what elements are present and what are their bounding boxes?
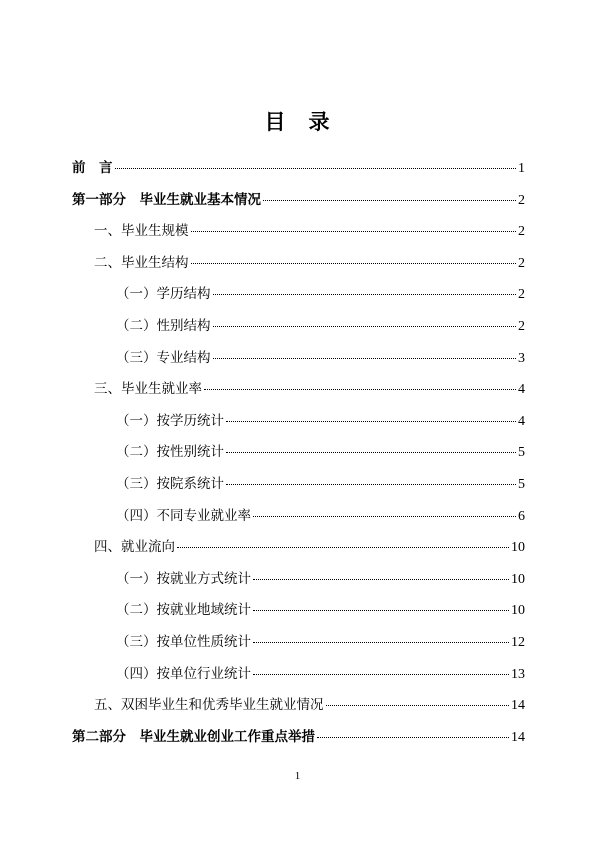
toc-entry-page: 2 <box>518 255 525 271</box>
toc-dot-leader <box>213 326 517 327</box>
toc-dot-leader <box>253 674 509 675</box>
toc-entry[interactable] <box>72 379 525 411</box>
toc-entry[interactable] <box>72 632 525 664</box>
toc-entry-label: （一）按学历统计 <box>116 412 224 429</box>
toc-entry[interactable] <box>72 284 525 316</box>
toc-entry-page: 4 <box>518 413 525 429</box>
toc-entry-page: 1 <box>518 161 525 176</box>
toc-entry-label: 第二部分 毕业生就业创业工作重点举措 <box>72 728 315 745</box>
toc-entry[interactable] <box>72 727 525 759</box>
toc-entry-page: 10 <box>511 603 525 619</box>
toc-dot-leader <box>326 705 510 706</box>
toc-entry-label: （一）学历结构 <box>116 286 211 303</box>
toc-entry-label: （四）不同专业就业率 <box>116 507 251 524</box>
toc-dot-leader <box>263 200 516 201</box>
toc-dot-leader <box>226 452 516 453</box>
toc-entry-label: 一、毕业生规模 <box>94 223 189 240</box>
toc-dot-leader <box>213 358 517 359</box>
toc-entry-page: 2 <box>518 224 525 240</box>
toc-dot-leader <box>177 547 509 548</box>
toc-entry-label: 前 言 <box>72 160 113 176</box>
toc-entry-page: 5 <box>518 476 525 492</box>
toc-entry-label: （二）按就业地域统计 <box>116 602 251 619</box>
toc-entry-label: （三）按院系统计 <box>116 475 224 492</box>
toc-entry-page: 2 <box>518 318 525 334</box>
toc-entry[interactable] <box>72 442 525 474</box>
toc-entry-label: （四）按单位行业统计 <box>116 665 251 682</box>
toc-entry-page: 2 <box>518 287 525 303</box>
toc-dot-leader <box>253 516 516 517</box>
toc-entry[interactable] <box>72 474 525 506</box>
toc-dot-leader <box>213 294 517 295</box>
toc-entry-label: 二、毕业生结构 <box>94 254 189 271</box>
toc-entry[interactable] <box>72 253 525 285</box>
toc-entry[interactable] <box>72 569 525 601</box>
toc-entry-page: 2 <box>518 192 525 208</box>
toc-entry[interactable] <box>72 158 525 190</box>
toc-entry-label: （一）按就业方式统计 <box>116 570 251 587</box>
toc-list <box>72 158 525 758</box>
toc-entry[interactable] <box>72 506 525 538</box>
toc-entry-page: 13 <box>511 666 525 682</box>
toc-entry-page: 14 <box>511 729 525 745</box>
toc-entry-page: 4 <box>518 382 525 398</box>
toc-dot-leader <box>317 737 509 738</box>
toc-entry-label: （二）按性别统计 <box>116 444 224 461</box>
toc-dot-leader <box>191 231 517 232</box>
toc-dot-leader <box>226 484 516 485</box>
toc-entry[interactable] <box>72 348 525 380</box>
toc-dot-leader <box>253 579 509 580</box>
toc-entry-label: （三）专业结构 <box>116 349 211 366</box>
toc-entry-page: 14 <box>511 698 525 714</box>
toc-entry[interactable] <box>72 537 525 569</box>
footer-page-number: 1 <box>294 770 301 782</box>
toc-entry-label: （二）性别结构 <box>116 317 211 334</box>
toc-entry[interactable] <box>72 221 525 253</box>
toc-dot-leader <box>253 642 509 643</box>
toc-entry-page: 10 <box>511 540 525 556</box>
toc-dot-leader <box>253 610 509 611</box>
toc-dot-leader <box>115 168 517 169</box>
toc-entry-label: 四、就业流向 <box>94 539 175 556</box>
toc-entry-page: 5 <box>518 445 525 461</box>
toc-title: 目 录 <box>264 110 331 134</box>
toc-entry[interactable] <box>72 600 525 632</box>
toc-entry[interactable] <box>72 190 525 222</box>
toc-entry-page: 3 <box>518 350 525 366</box>
toc-entry-label: 第一部分 毕业生就业基本情况 <box>72 191 261 208</box>
toc-entry[interactable] <box>72 411 525 443</box>
toc-entry[interactable] <box>72 664 525 696</box>
toc-entry[interactable] <box>72 695 525 727</box>
toc-entry-label: （三）按单位性质统计 <box>116 633 251 650</box>
toc-entry-page: 12 <box>511 634 525 650</box>
toc-entry-label: 三、毕业生就业率 <box>94 381 202 398</box>
toc-dot-leader <box>204 389 516 390</box>
toc-entry-page: 6 <box>518 508 525 524</box>
toc-dot-leader <box>226 421 516 422</box>
toc-entry[interactable] <box>72 316 525 348</box>
toc-dot-leader <box>191 263 517 264</box>
toc-entry-label: 五、双困毕业生和优秀毕业生就业情况 <box>94 697 324 714</box>
toc-entry-page: 10 <box>511 571 525 587</box>
